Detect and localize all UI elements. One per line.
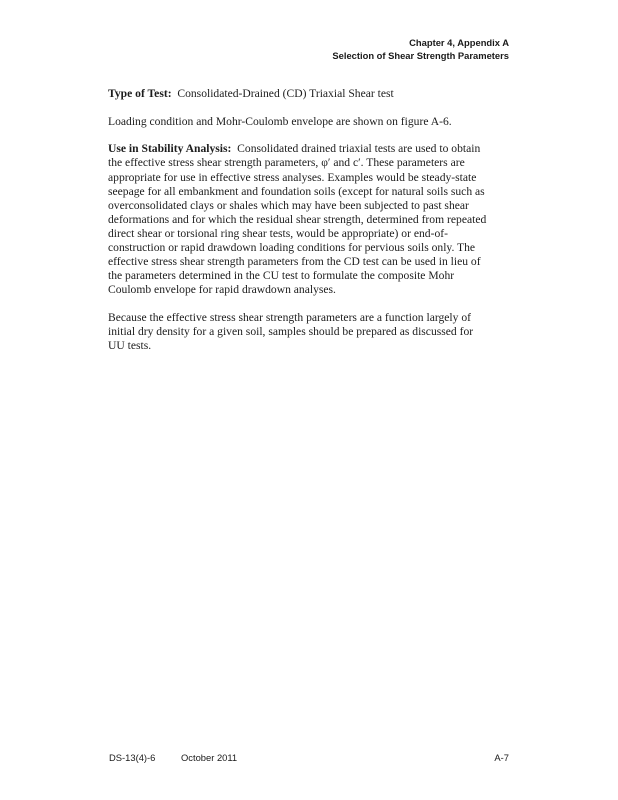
header-chapter: Chapter 4, Appendix A: [409, 37, 509, 48]
dry-density-paragraph: [108, 311, 520, 353]
stability-first-line: [108, 142, 520, 156]
page-header: [332, 37, 509, 62]
paragraph-line: the effective stress shear strength parameters, φ′ and c′. These parameters are: [108, 156, 465, 170]
paragraph-line: effective stress shear strength parameters from the CD test can be used in lieu of: [108, 255, 481, 269]
type-of-test-line: [108, 87, 520, 101]
type-of-test-value: Consolidated-Drained (CD) Triaxial Shear test: [171, 87, 394, 100]
paragraph-line: UU tests.: [108, 339, 152, 353]
type-of-test-paragraph: [108, 87, 520, 101]
paragraph-line: overconsolidated clays or shales which may have been subjected to past shear: [108, 198, 469, 212]
document-body: [108, 87, 520, 367]
paragraph-line: initial dry density for a given soil, samples should be prepared as discussed for: [108, 325, 474, 339]
paragraph-line: seepage for all embankment and foundation soils (except for natural soils such as: [108, 184, 485, 198]
paragraph-line: deformations and for which the residual shear strength, determined from repeated: [108, 212, 487, 226]
paragraph-line: appropriate for use in effective stress analyses. Examples would be steady-state: [108, 170, 477, 184]
stability-label: Use in Stability Analysis:: [108, 142, 232, 156]
loading-condition-text: Loading condition and Mohr-Coulomb envelope are shown on figure A-6.: [108, 114, 452, 128]
type-of-test-label: Type of Test:: [108, 87, 172, 100]
paragraph-line: Coulomb envelope for rapid drawdown analyses.: [108, 283, 336, 297]
paragraph-line: Because the effective stress shear strength parameters are a function largely of: [108, 311, 472, 324]
paragraph-line: the parameters determined in the CU test to formulate the composite Mohr: [108, 269, 455, 283]
paragraph-line: construction or rapid drawdown loading conditions for pervious soils only. The: [108, 241, 476, 255]
footer-date: October 2011: [181, 752, 238, 763]
stability-analysis-paragraph: [108, 142, 520, 297]
footer-document-id: DS-13(4)-6: [109, 752, 156, 763]
loading-condition-paragraph: [108, 115, 520, 129]
footer-page-number: A-7: [494, 752, 509, 763]
header-section-title: Selection of Shear Strength Parameters: [332, 49, 509, 61]
stability-first-line-text: Consolidated drained triaxial tests are used to obtain: [231, 142, 481, 156]
paragraph-line: direct shear or torsional ring shear tests, would be appropriate) or end-of-: [108, 226, 448, 240]
